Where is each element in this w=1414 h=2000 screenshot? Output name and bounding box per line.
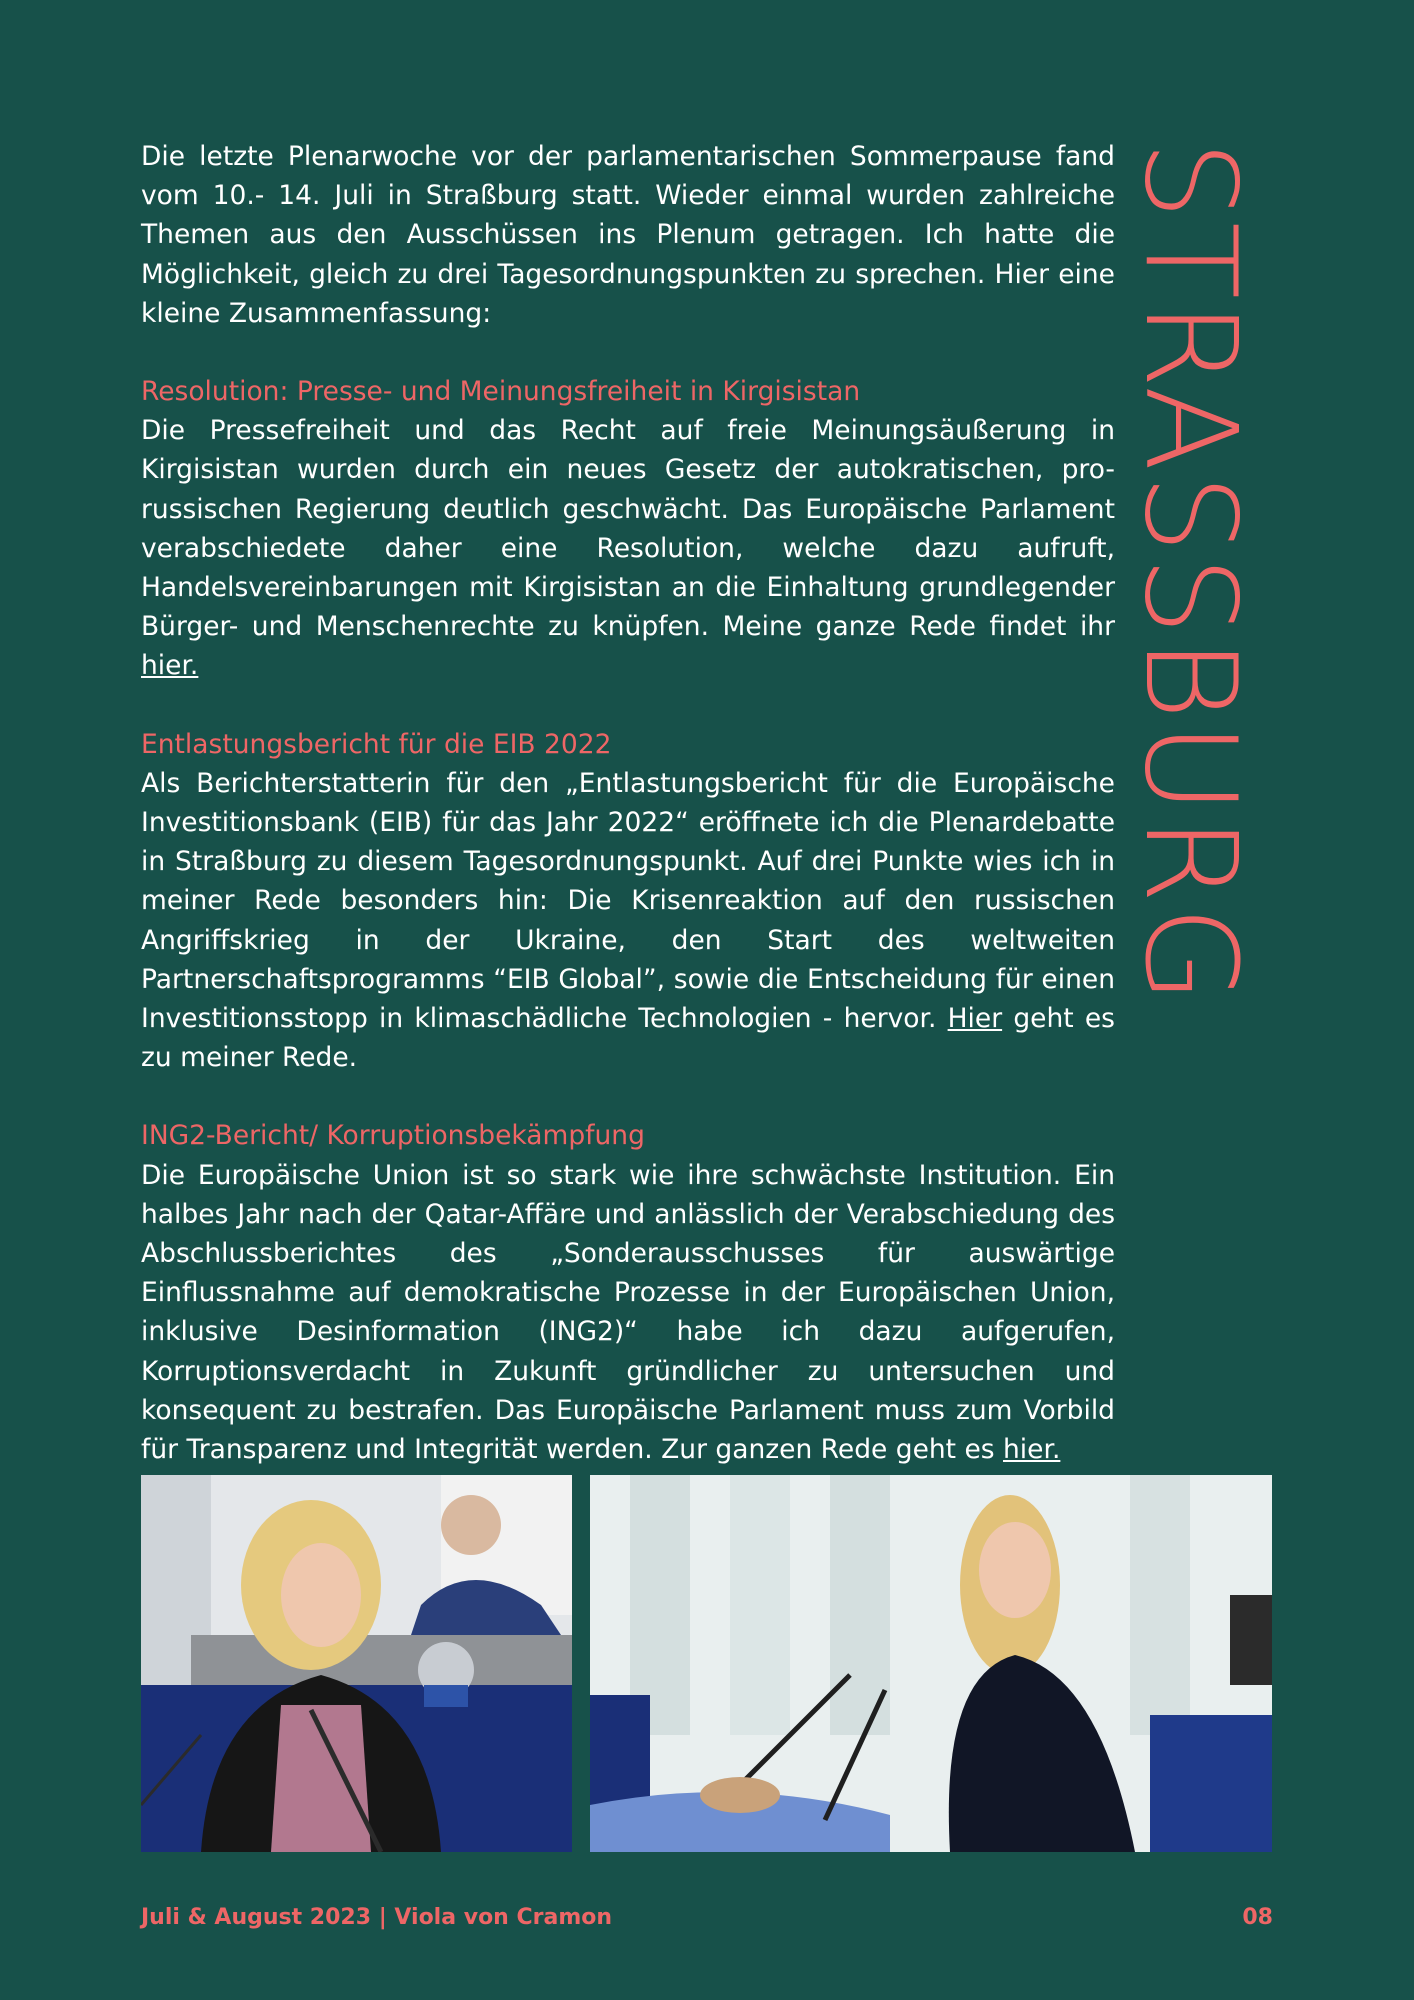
section-heading-eib: Entlastungsbericht für die EIB 2022	[141, 728, 612, 760]
section-heading-ing2: ING2-Bericht/ Korruptionsbekämpfung	[141, 1120, 645, 1152]
section-body-kirgisistan: Die Pressefreiheit und das Recht auf freie Meinungsäußerung in Kirgisistan wurden durch ein neues Gesetz der autokratischen, pro-russischen Regierung deutlich geschwächt. Das Europäische Parlament verabschiedete daher eine Resolution, welche dazu aufruft, Handelsvereinbarungen mit Kirgisistan an die Einhaltung grundlegender Bürger- und Menschenrechte zu knüpfen. Meine ganze Rede findet ihr hier.	[141, 415, 1115, 682]
article-body	[141, 137, 1115, 1469]
footer-issue-author: Juli & August 2023 | Viola von Cramon	[141, 1905, 613, 1930]
page-footer	[141, 1905, 1273, 1930]
intro-paragraph: Die letzte Plenarwoche vor der parlamentarischen Sommerpause fand vom 10.- 14. Juli in Straßburg statt. Wieder einmal wurden zahlreiche Themen aus den Ausschüssen ins Plenum getragen. Ich hatte die Möglichkeit, gleich zu drei Tagesordnungspunkten zu sprechen. Hier eine kleine Zusammenfassung:	[141, 141, 1115, 329]
section-heading-kirgisistan: Resolution: Presse- und Meinungsfreiheit in Kirgisistan	[141, 376, 861, 408]
speaker-photo-left	[141, 1475, 572, 1852]
vertical-title	[1117, 140, 1264, 1040]
vertical-title-text: STRASSBURG	[1117, 140, 1264, 1006]
speech-link-kirgisistan[interactable]: hier.	[141, 650, 199, 682]
section-body-ing2: Die Europäische Union ist so stark wie ihre schwächste Institution. Ein halbes Jahr nach der Qatar-Affäre und anlässlich der Verabschiedung des Abschlussberichtes des „Sonderausschusses für auswärtige Einflussnahme auf demokratische Prozesse in der Europäischen Union, inklusive Desinformation (ING2)“ habe ich dazu aufgerufen, Korruptionsverdacht in Zukunft gründlicher zu untersuchen und konsequent zu bestrafen. Das Europäische Parlament muss zum Vorbild für Transparenz und Integrität werden. Zur ganzen Rede geht es hier.	[141, 1159, 1115, 1466]
page-number: 08	[1242, 1905, 1273, 1930]
speech-link-eib[interactable]: Hier	[947, 1003, 1003, 1035]
speaker-photo-right	[590, 1475, 1272, 1852]
speech-link-ing2[interactable]: hier.	[1003, 1434, 1061, 1466]
section-body-eib: Als Berichterstatterin für den „Entlastungsbericht für die Europäische Investitionsbank (EIB) für das Jahr 2022“ eröffnete ich die Plenardebatte in Straßburg zu diesem Tagesordnungspunkt. Auf drei Punkte wies ich in meiner Rede besonders hin: Die Krisenreaktion auf den russischen Angriffskrieg in der Ukraine, den Start des weltweiten Partnerschaftsprogramms “EIB Global”, sowie die Entscheidung für einen Investitionsstopp in klimaschädliche Technologien - hervor. Hier geht es zu meiner Rede.	[141, 767, 1115, 1074]
